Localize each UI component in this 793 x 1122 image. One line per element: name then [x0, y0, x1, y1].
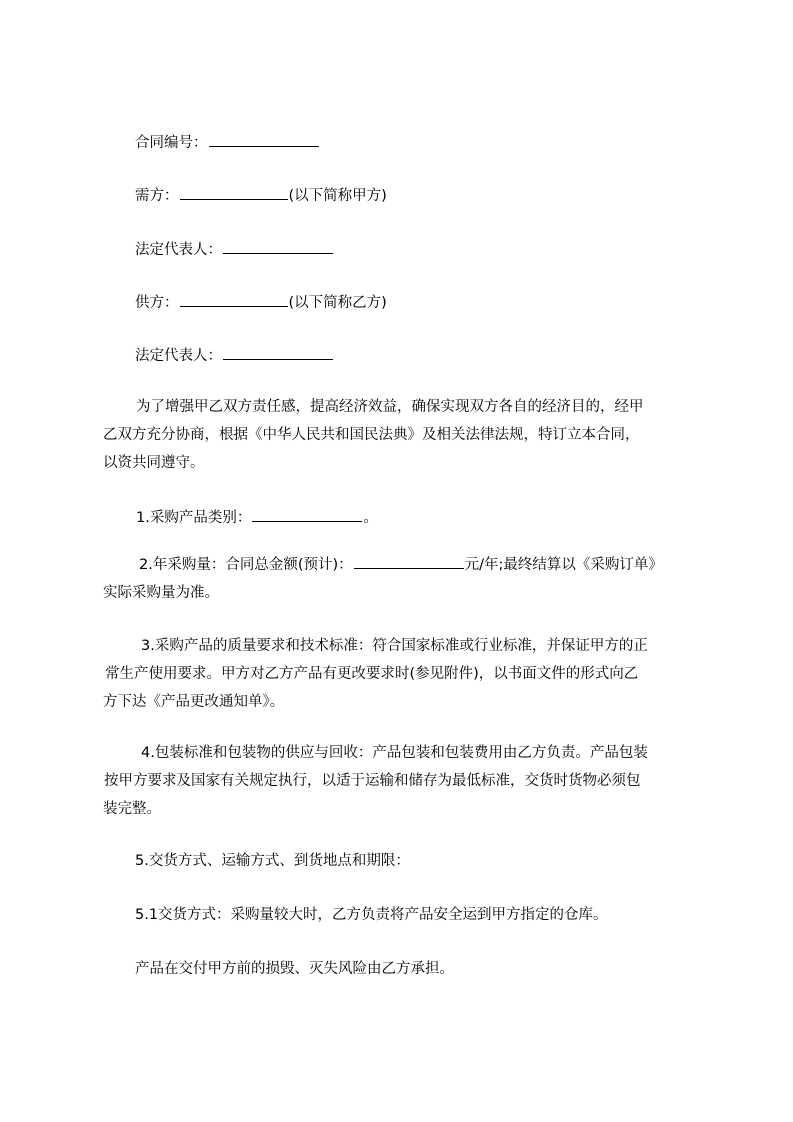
- supplier-representative-label: 法定代表人：: [135, 348, 222, 364]
- intro-paragraph: [103, 393, 693, 477]
- buyer-suffix: (以下简称甲方): [288, 188, 387, 204]
- clause-4-line-2: 按甲方要求及国家有关规定执行，以适于运输和储存为最低标准，交货时货物必须包: [104, 773, 641, 789]
- clause-4-line-1: 4.包装标准和包装物的供应与回收：产品包装和包装费用由乙方负责。产品包装: [141, 745, 648, 761]
- buyer-line: [135, 185, 387, 205]
- clause-3: [103, 632, 693, 716]
- clause-2: [103, 551, 693, 607]
- clause-4-line-3: 装完整。: [103, 801, 161, 817]
- clause-2-label: 2.年采购量：合同总金额(预计)：: [139, 557, 353, 573]
- clause-4: [103, 739, 693, 823]
- buyer-blank: [180, 185, 288, 200]
- contract-number-line: [135, 132, 320, 152]
- buyer-representative-blank: [223, 239, 333, 254]
- supplier-label: 供方：: [135, 295, 179, 311]
- clause-5: 5.交货方式、运输方式、到货地点和期限：: [135, 853, 410, 869]
- supplier-representative-blank: [223, 345, 333, 360]
- intro-line-3: 以资共同遵守。: [103, 455, 205, 471]
- clause-3-line-2: 常生产使用要求。甲方对乙方产品有更改要求时(参见附件)，以书面文件的形式向乙: [105, 666, 639, 682]
- clause-2-blank: [354, 554, 464, 569]
- supplier-representative-line: [135, 345, 334, 365]
- clause-1-blank: [252, 507, 362, 522]
- supplier-blank: [180, 292, 288, 307]
- clause-1-end: 。: [363, 510, 378, 526]
- intro-line-2: 乙双方充分协商，根据《中华人民共和国民法典》及相关法律法规，特订立本合同，: [103, 427, 640, 443]
- buyer-representative-label: 法定代表人：: [135, 242, 222, 258]
- clause-2-line-2: 实际采购量为准。: [103, 585, 219, 601]
- clause-2-line-1: [103, 551, 693, 579]
- contract-number-label: 合同编号：: [135, 135, 208, 151]
- clause-5-risk: 产品在交付甲方前的损毁、灭失风险由乙方承担。: [135, 961, 454, 977]
- clause-5-1: 5.1交货方式：采购量较大时，乙方负责将产品安全运到甲方指定的仓库。: [135, 907, 608, 923]
- clause-3-line-1: 3.采购产品的质量要求和技术标准：符合国家标准或行业标准，并保证甲方的正: [141, 638, 648, 654]
- supplier-suffix: (以下简称乙方): [288, 295, 387, 311]
- clause-1: [136, 507, 378, 527]
- buyer-label: 需方：: [135, 188, 179, 204]
- clause-1-label: 1.采购产品类别：: [136, 510, 252, 526]
- supplier-line: [135, 292, 387, 312]
- clause-2-suffix: 元/年;最终结算以《采购订单》: [464, 557, 663, 573]
- intro-line-1: 为了增强甲乙双方责任感，提高经济效益，确保实现双方各自的经济目的，经甲: [136, 399, 644, 415]
- buyer-representative-line: [135, 239, 334, 259]
- contract-number-blank: [209, 132, 319, 147]
- clause-3-line-3: 方下达《产品更改通知单》。: [103, 694, 285, 710]
